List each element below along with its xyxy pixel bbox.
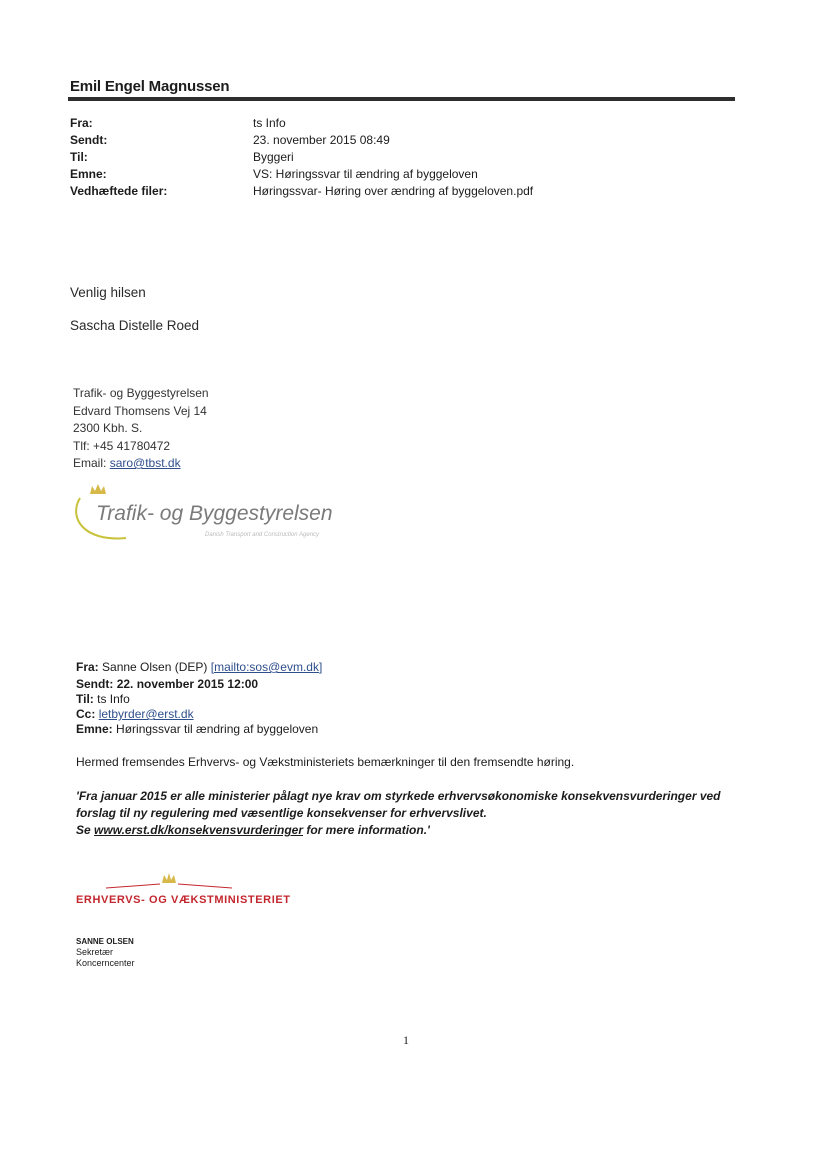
header-subject-value: VS: Høringssvar til ændring af byggeloven (253, 167, 478, 181)
fwd-sent-label: Sendt: (76, 677, 114, 691)
fwd-from-row (76, 660, 322, 674)
header-attachments-label: Vedhæftede filer: (70, 184, 168, 198)
header-to-label: Til: (70, 150, 88, 164)
fwd-cc-label: Cc: (76, 707, 96, 721)
fwd-sent-row (76, 677, 258, 691)
header-sent-label: Sendt: (70, 133, 108, 147)
page-number: 1 (403, 1033, 409, 1047)
quote-line-1: 'Fra januar 2015 er alle ministerier pålagt nye krav om styrkede erhvervsøkonomiske konsekvensvurderinger ved (76, 789, 721, 803)
tbst-logo-text: Trafik- og Byggestyrelsen (96, 502, 333, 525)
header-from-value: ts Info (253, 116, 286, 130)
signature-address (73, 385, 209, 473)
body-intro: Hermed fremsendes Erhvervs- og Vækstministeriets bemærkninger til den fremsendte høring. (76, 755, 575, 769)
card-name: SANNE OLSEN (76, 937, 134, 946)
card-title: Sekretær (76, 947, 114, 957)
fwd-to-row (76, 692, 130, 706)
fwd-sent-value: 22. november 2015 12:00 (116, 677, 259, 691)
crown-icon (162, 873, 176, 883)
fwd-from-label: Fra: (76, 660, 99, 674)
fwd-cc-link[interactable]: letbyrder@erst.dk (98, 707, 194, 721)
signature-greeting: Venlig hilsen (70, 285, 146, 300)
ministry-logo (76, 870, 276, 915)
fwd-from-mailto-link[interactable]: [mailto:sos@evm.dk] (210, 660, 323, 674)
quote-line-2: forslag til ny regulering med væsentlige konsekvenser for erhvervslivet. (76, 806, 487, 820)
signature-phone: Tlf: +45 41780472 (73, 438, 171, 453)
header-sent-value: 23. november 2015 08:49 (253, 133, 390, 147)
signature-email-link[interactable]: saro@tbst.dk (109, 456, 181, 470)
fwd-to-value: ts Info (97, 692, 130, 706)
quote-line-3-prefix: Se (76, 823, 91, 837)
quote-line-3 (76, 822, 746, 839)
header-to-value: Byggeri (253, 150, 294, 164)
signature-street: Edvard Thomsens Vej 14 (73, 403, 207, 418)
ministry-logo-line-left (106, 884, 160, 888)
ministry-logo-line-right (178, 884, 232, 888)
fwd-cc-row (76, 707, 194, 721)
signature-name: Sascha Distelle Roed (70, 318, 200, 333)
tbst-logo-tagline: Danish Transport and Construction Agency (205, 532, 320, 538)
signature-org: Trafik- og Byggestyrelsen (73, 386, 209, 400)
document-owner-name: Emil Engel Magnussen (70, 78, 230, 95)
signature-city: 2300 Kbh. S. (73, 421, 143, 435)
quote-link[interactable]: www.erst.dk/konsekvensvurderinger (94, 823, 303, 837)
business-card (76, 936, 135, 969)
signature-email-row (73, 455, 209, 473)
header-rule (68, 97, 735, 101)
ministry-name: ERHVERVS- OG VÆKSTMINISTERIET (76, 894, 291, 906)
tbst-logo (70, 480, 390, 550)
body-quote (76, 788, 746, 839)
header-subject-label: Emne: (70, 167, 107, 181)
fwd-to-label: Til: (76, 692, 94, 706)
quote-line-3-suffix: for mere information.' (306, 823, 430, 837)
fwd-from-value: Sanne Olsen (DEP) (102, 660, 208, 674)
fwd-subject-value: Høringssvar til ændring af byggeloven (116, 722, 319, 736)
header-attachments-value[interactable]: Høringssvar- Høring over ændring af byggeloven.pdf (253, 184, 534, 198)
fwd-subject-row (76, 722, 318, 736)
fwd-subject-label: Emne: (76, 722, 113, 736)
header-from-label: Fra: (70, 116, 93, 130)
signature-email-label: Email: (73, 456, 107, 470)
card-dept: Koncerncenter (76, 958, 135, 968)
crown-icon (90, 484, 106, 494)
